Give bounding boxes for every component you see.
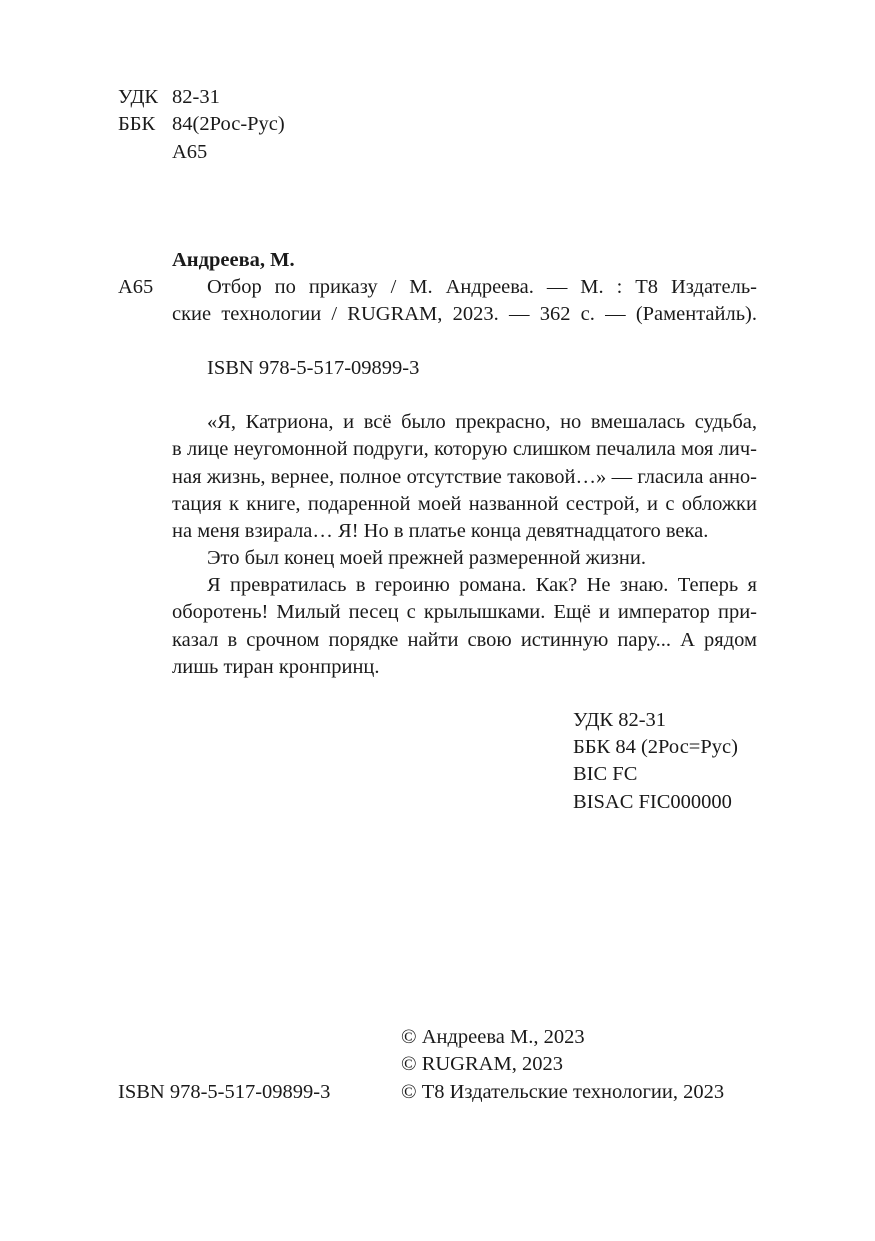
author-sign: А65 — [172, 141, 208, 163]
copyright-author: © Андреева М., 2023 — [401, 1026, 585, 1048]
bisac-right: BISAC FIC000000 — [573, 791, 732, 813]
isbn-description: ISBN 978-5-517-09899-3 — [207, 357, 420, 379]
udk-right: УДК 82-31 — [573, 709, 667, 731]
bbk-label: ББК — [118, 113, 156, 135]
annotation-line: на меня взирала… Я! Но в платье конца девятнадцатого века. — [172, 520, 709, 543]
bbk-value: 84(2Рос-Рус) — [172, 113, 285, 135]
author-code: А65 — [118, 276, 154, 298]
annotation-paragraph-3 — [172, 572, 757, 681]
annotation-line: казал в срочном порядке найти свою истинную пару... А рядом — [172, 628, 757, 651]
author-heading: Андреева, М. — [172, 249, 295, 271]
annotation-paragraph-1 — [172, 409, 757, 545]
bbk-right: ББК 84 (2Рос=Рус) — [573, 736, 738, 758]
annotation-line: Это был конец моей прежней размеренной жизни. — [207, 547, 646, 569]
annotation-line: в лице неугомонной подруги, которую слишком печалила моя лич- — [172, 438, 757, 461]
copyright-rugram: © RUGRAM, 2023 — [401, 1053, 563, 1075]
annotation-paragraph-2 — [172, 545, 757, 572]
annotation-line: ная жизнь, вернее, полное отсутствие таковой…» — гласила анно- — [172, 465, 757, 488]
isbn-bottom: ISBN 978-5-517-09899-3 — [118, 1081, 331, 1103]
udk-label: УДК — [118, 86, 159, 108]
bibliographic-line-1 — [207, 274, 757, 301]
bibliographic-line-1-text: Отбор по приказу / М. Андреева. — М. : Т8 Издатель- — [207, 276, 757, 298]
udk-value: 82-31 — [172, 86, 220, 108]
annotation-line: лишь тиран кронпринц. — [172, 655, 380, 678]
annotation-line: «Я, Катриона, и всё было прекрасно, но вмешалась судьба, — [207, 411, 757, 433]
annotation-line: Я превратилась в героиню романа. Как? Не знаю. Теперь я — [207, 574, 757, 596]
copyright-t8: © Т8 Издательские технологии, 2023 — [401, 1081, 725, 1103]
bibliographic-line-2: ские технологии / RUGRAM, 2023. — 362 с. — (Раментайль). — [172, 303, 757, 325]
bic-right: BIC FC — [573, 763, 638, 785]
annotation-line: оборотень! Милый песец с крылышками. Ещё и император при- — [172, 601, 757, 624]
annotation-line: тация к книге, подаренной моей названной сестрой, и с обложки — [172, 492, 757, 515]
